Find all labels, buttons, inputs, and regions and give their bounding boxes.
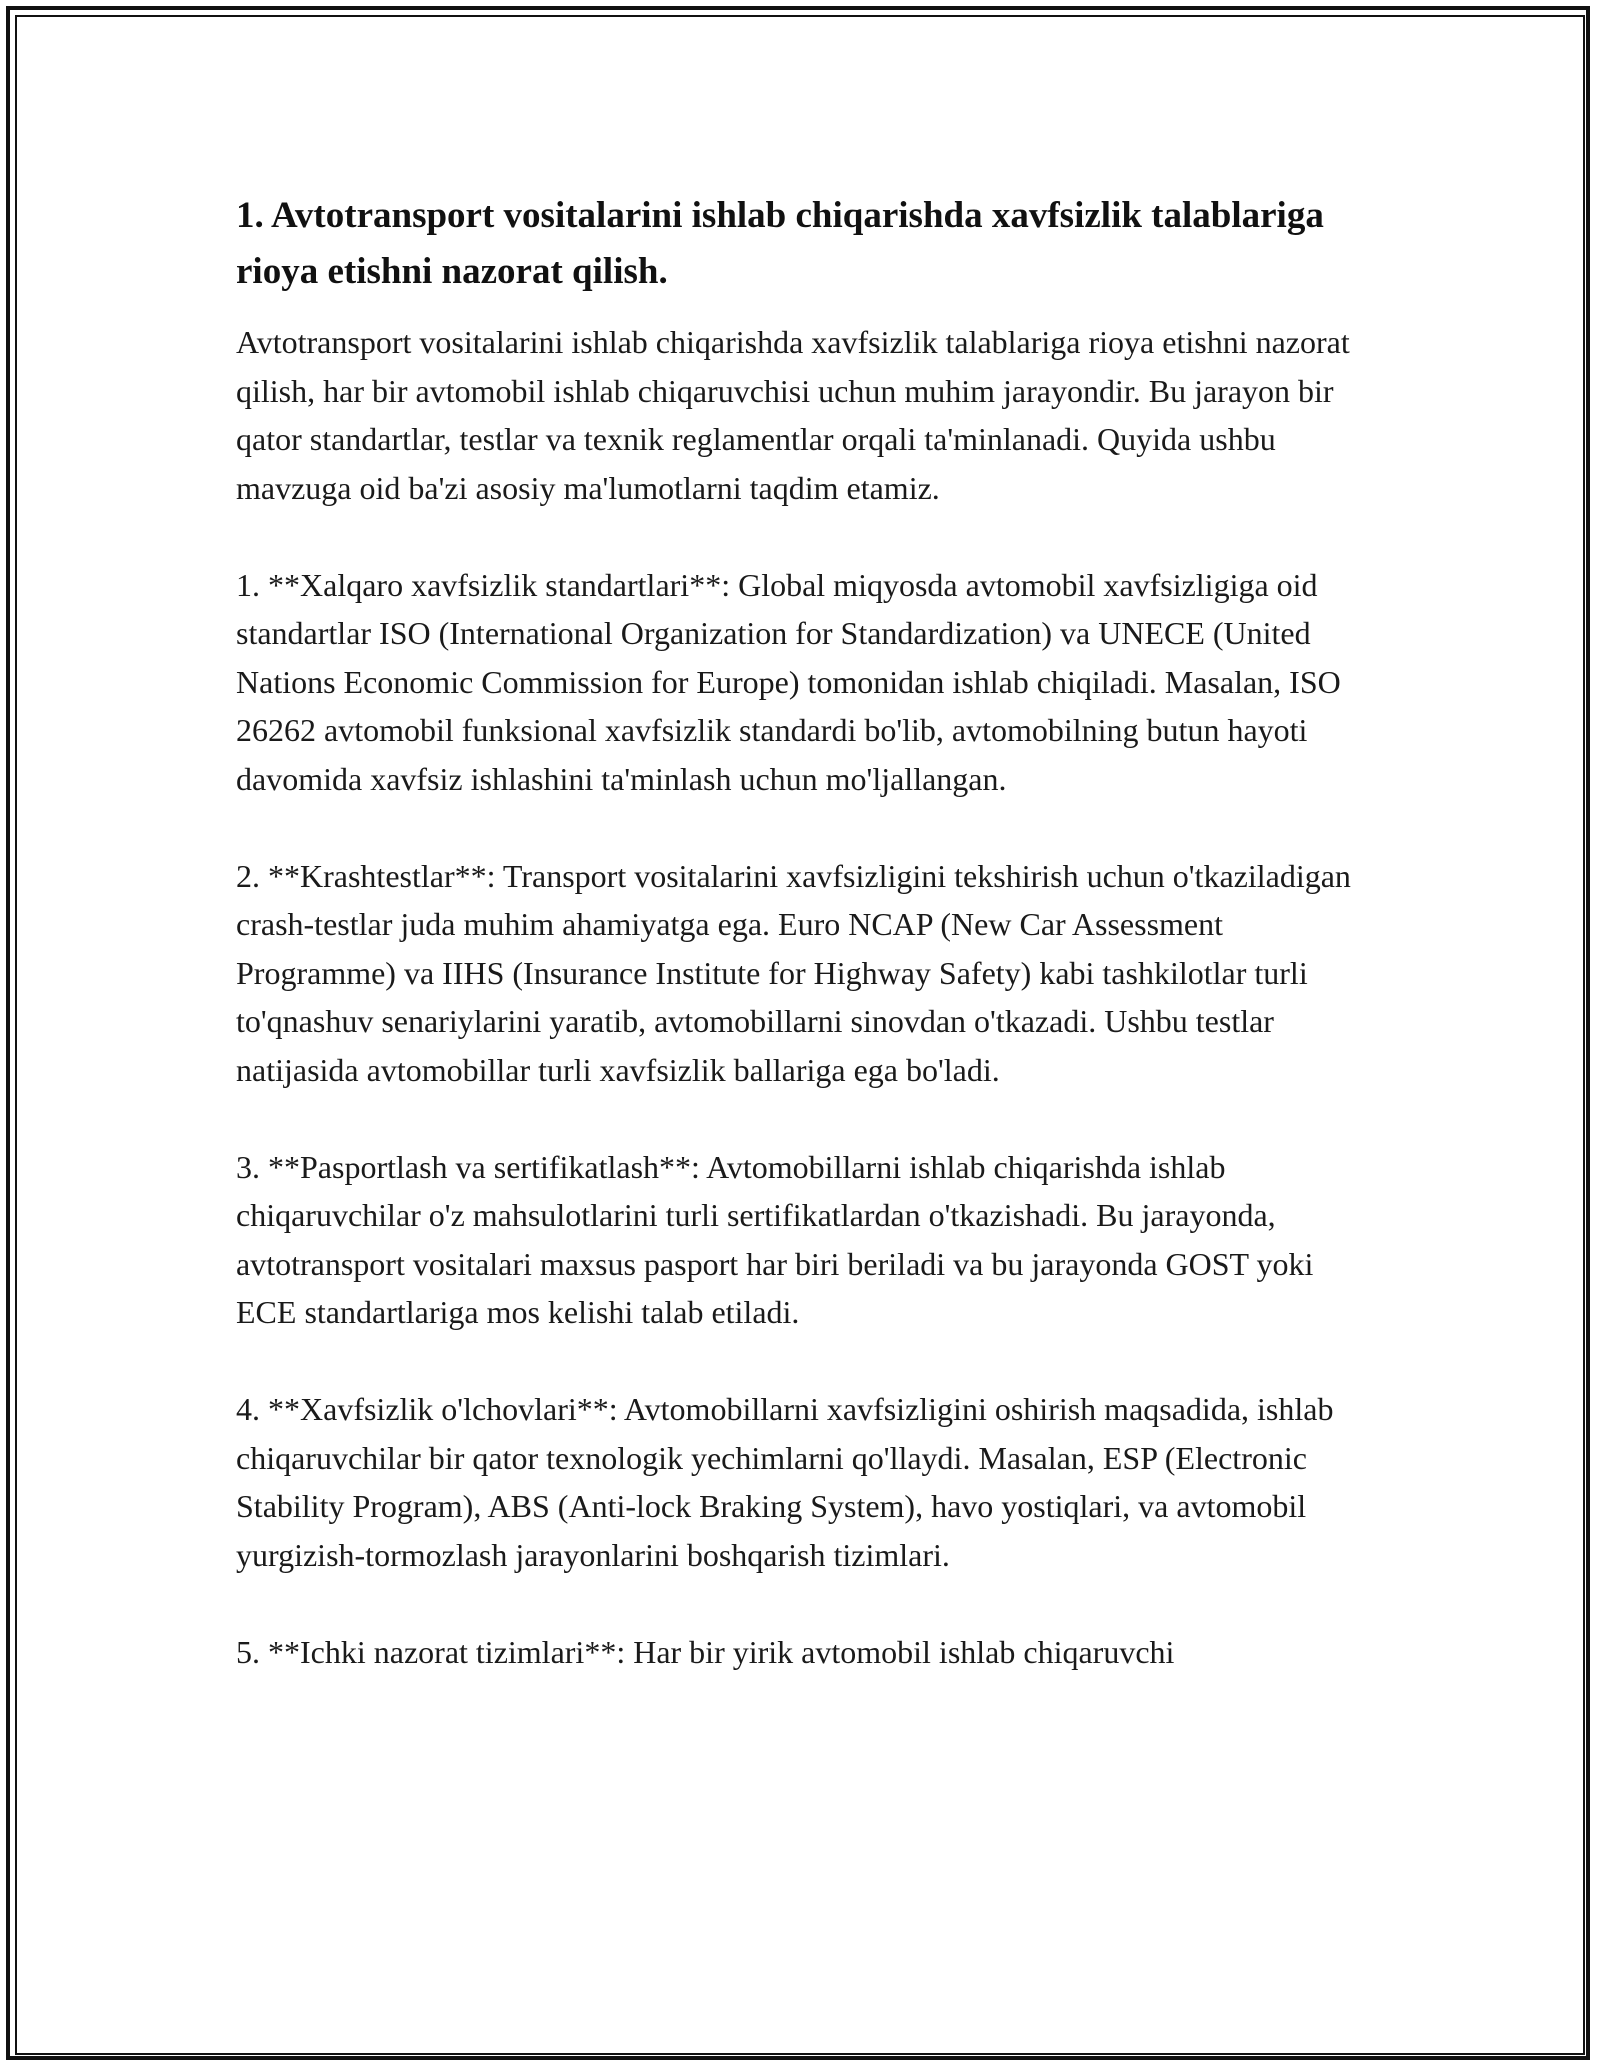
list-item-crash-tests: 2. **Krashtestlar**: Transport vositalarini xavfsizligini tekshirish uchun o'tkaziladigan crash-testlar juda muhim ahamiyatga ega. Euro NCAP (New Car Assessment Programme) va IIHS (Insurance Institute for Highway Safety) kabi tashkilotlar turli to'qnashuv senariylarini yaratib, avtomobillarni sinovdan o'tkazadi. Ushbu testlar natijasida avtomobillar turli xavfsizlik ballariga ega bo'ladi. bbox=[236, 857, 1351, 1088]
document-heading: 1. Avtotransport vositalarini ishlab chiqarishda xavfsizlik talablariga rioya etishni nazorat qilish. bbox=[236, 195, 1324, 292]
document-body bbox=[236, 188, 1366, 1676]
list-item-safety-measures: 4. **Xavfsizlik o'lchovlari**: Avtomobillarni xavfsizligini oshirish maqsadida, ishlab chiqaruvchilar bir qator texnologik yechimlarni qo'llaydi. Masalan, ESP (Electronic Stability Program), ABS (Anti-lock Braking System), havo yostiqlari, va avtomobil yurgizish-tormozlash jarayonlarini boshqarish tizimlari. bbox=[236, 1391, 1334, 1573]
list-item-certification: 3. **Pasportlash va sertifikatlash**: Avtomobillarni ishlab chiqarishda ishlab chiqaruvchilar o'z mahsulotlarini turli sertifikatlardan o'tkazishadi. Bu jarayonda, avtotransport vositalari maxsus pasport har biri beriladi va bu jarayonda GOST yoki ECE standartlariga mos kelishi talab etiladi. bbox=[236, 1148, 1314, 1330]
list-item-internal-control: 5. **Ichki nazorat tizimlari**: Har bir yirik avtomobil ishlab chiqaruvchi bbox=[236, 1633, 1175, 1670]
intro-paragraph: Avtotransport vositalarini ishlab chiqarishda xavfsizlik talablariga rioya etishni nazorat qilish, har bir avtomobil ishlab chiqaruvchisi uchun muhim jarayondir. Bu jarayon bir qator standartlar, testlar va texnik reglamentlar orqali ta'minlanadi. Quyida ushbu mavzuga oid ba'zi asosiy ma'lumotlarni taqdim etamiz. bbox=[236, 324, 1350, 506]
list-item-international-standards: 1. **Xalqaro xavfsizlik standartlari**: Global miqyosda avtomobil xavfsizligiga oid standartlar ISO (International Organization for Standardization) va UNECE (United Nations Economic Commission for Europe) tomonidan ishlab chiqiladi. Masalan, ISO 26262 avtomobil funksional xavfsizlik standardi bo'lib, avtomobilning butun hayoti davomida xavfsiz ishlashini ta'minlash uchun mo'ljallangan. bbox=[236, 566, 1341, 797]
